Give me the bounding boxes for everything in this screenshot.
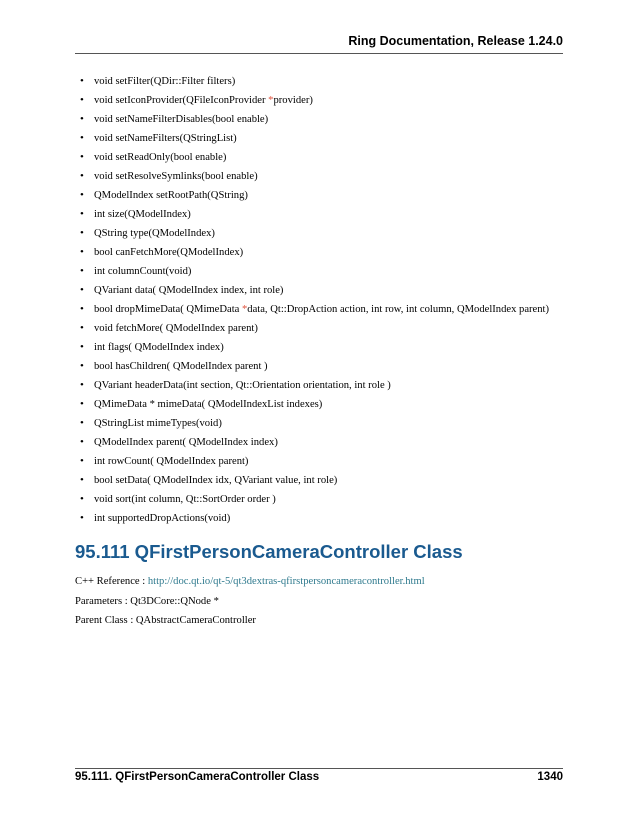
method-item xyxy=(75,471,549,490)
method-text: QString type(QModelIndex) xyxy=(94,228,215,239)
method-item xyxy=(75,433,549,452)
method-text: void setFilter(QDir::Filter filters) xyxy=(94,76,236,87)
method-text: int supportedDropActions(void) xyxy=(94,513,231,524)
method-text: bool canFetchMore(QModelIndex) xyxy=(94,247,244,258)
method-text: int columnCount(void) xyxy=(94,266,192,277)
method-list xyxy=(75,72,549,528)
method-item xyxy=(75,281,549,300)
method-text: int flags( QModelIndex index) xyxy=(94,342,224,353)
method-item xyxy=(75,148,549,167)
section-heading: 95.111 QFirstPersonCameraController Class xyxy=(75,541,463,562)
method-item xyxy=(75,167,549,186)
footer-section-name: 95.111. QFirstPersonCameraController Class xyxy=(75,771,320,783)
method-item xyxy=(75,186,549,205)
method-text: QModelIndex parent( QModelIndex index) xyxy=(94,437,278,448)
method-item xyxy=(75,91,549,110)
parameters-line: Parameters : Qt3DCore::QNode * xyxy=(75,596,219,607)
method-item xyxy=(75,395,549,414)
method-item xyxy=(75,490,549,509)
method-text: void fetchMore( QModelIndex parent) xyxy=(94,323,258,334)
method-item xyxy=(75,110,549,129)
page-number: 1340 xyxy=(537,771,563,783)
method-text: bool setData( QModelIndex idx, QVariant value, int role) xyxy=(94,475,338,486)
method-text: QVariant data( QModelIndex index, int role) xyxy=(94,285,284,296)
method-text: int size(QModelIndex) xyxy=(94,209,191,220)
method-text: void setReadOnly(bool enable) xyxy=(94,152,227,163)
parent-class-line: Parent Class : QAbstractCameraController xyxy=(75,615,256,626)
pointer-asterisk: * xyxy=(241,304,248,315)
method-text: bool dropMimeData( QMimeData xyxy=(94,304,242,315)
method-text: void setIconProvider(QFileIconProvider xyxy=(94,95,269,106)
method-item xyxy=(75,300,549,319)
running-header: Ring Documentation, Release 1.24.0 xyxy=(348,34,563,48)
cpp-reference-label: C++ Reference : xyxy=(75,576,148,587)
method-text: QModelIndex setRootPath(QString) xyxy=(94,190,248,201)
method-item xyxy=(75,357,549,376)
footer-divider xyxy=(75,768,563,769)
method-item xyxy=(75,205,549,224)
method-item xyxy=(75,319,549,338)
method-item xyxy=(75,376,549,395)
method-text: void setResolveSymlinks(bool enable) xyxy=(94,171,258,182)
method-item xyxy=(75,243,549,262)
pointer-asterisk: * xyxy=(268,95,274,106)
method-text-rest: provider) xyxy=(273,95,313,106)
method-item xyxy=(75,509,549,528)
method-text: QMimeData * mimeData( QModelIndexList indexes) xyxy=(94,399,323,410)
method-text: void setNameFilterDisables(bool enable) xyxy=(94,114,269,125)
method-item xyxy=(75,262,549,281)
method-item xyxy=(75,129,549,148)
method-text-rest: data, Qt::DropAction action, int row, int column, QModelIndex parent) xyxy=(247,304,550,315)
method-text: void setNameFilters(QStringList) xyxy=(94,133,237,144)
method-item xyxy=(75,452,549,471)
method-item xyxy=(75,414,549,433)
method-item xyxy=(75,338,549,357)
method-text: void sort(int column, Qt::SortOrder order ) xyxy=(94,494,276,505)
method-text: QStringList mimeTypes(void) xyxy=(94,418,222,429)
method-text: bool hasChildren( QModelIndex parent ) xyxy=(94,361,268,372)
cpp-reference-line xyxy=(75,576,425,587)
method-item xyxy=(75,72,549,91)
method-item xyxy=(75,224,549,243)
cpp-reference-link[interactable]: http://doc.qt.io/qt-5/qt3dextras-qfirstpersoncameracontroller.html xyxy=(147,576,425,587)
header-divider xyxy=(75,53,563,54)
method-text: int rowCount( QModelIndex parent) xyxy=(94,456,249,467)
method-text: QVariant headerData(int section, Qt::Orientation orientation, int role ) xyxy=(94,380,391,391)
